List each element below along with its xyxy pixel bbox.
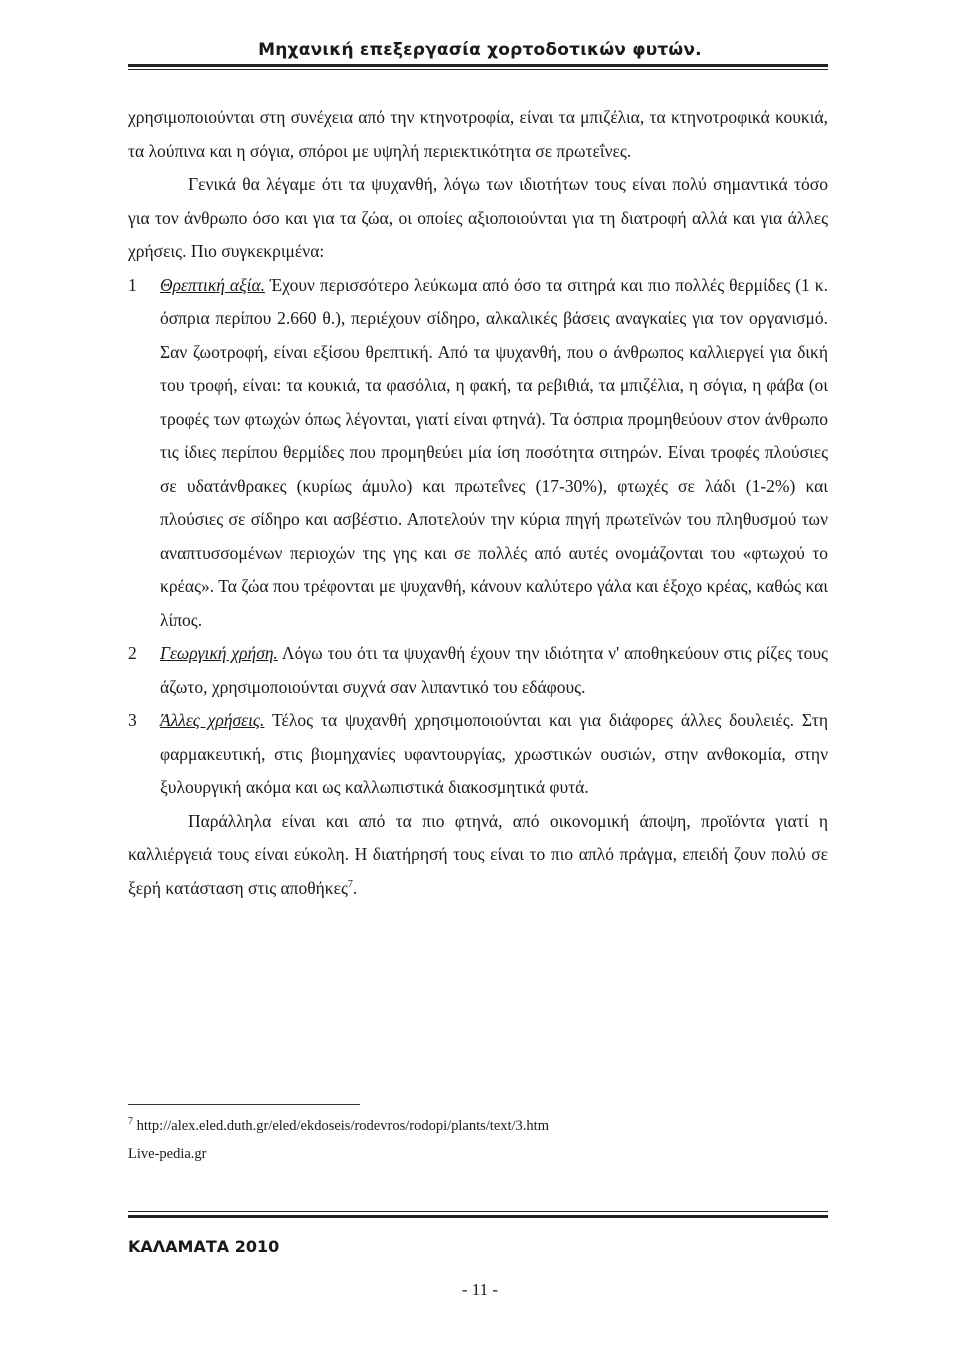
list-item-title: Γεωργική χρήση.: [160, 643, 278, 663]
header-rule-thick: [128, 64, 828, 67]
intro-paragraph-2: Γενικά θα λέγαμε ότι τα ψυχανθή, λόγω των ιδιοτήτων τους είναι πολύ σημαντικά τόσο για τον άνθρωπο όσο και για τα ζώα, οι οποίες αξιοποιούνται για τη διατροφή αλλά και για άλλες χρήσεις. Πιο συγκεκριμένα:: [128, 174, 828, 261]
footnote-separator: [128, 1104, 360, 1105]
footnote: [128, 1112, 828, 1168]
footnote-line: [128, 1112, 828, 1140]
list-item-number: 3: [128, 710, 137, 730]
list-item-number: 2: [128, 643, 137, 663]
page-number: - 11 -: [461, 1280, 499, 1299]
footer-title: ΚΑΛΑΜΑΤΑ 2010: [128, 1237, 280, 1256]
footnote-source: Live-pedia.gr: [128, 1146, 207, 1162]
closing-paragraph: [128, 805, 828, 906]
body-text: [128, 101, 828, 905]
footnote-number: 7: [128, 1116, 133, 1128]
list-item-text: Τέλος τα ψυχανθή χρησιμοποιούνται και για διάφορες άλλες δουλειές. Στη φαρμακευτική, στις βιομηχανίες υφαντουργίας, χρωστικών ουσιών, στην ανθοκομία, στην ξυλουργική ακόμα και ως καλλωπιστικά διακοσμητικά φυτά.: [160, 710, 828, 797]
footnote-reference[interactable]: 7: [347, 878, 353, 890]
closing-text: Παράλληλα είναι και από τα πιο φτηνά, από οικονομική άποψη, προϊόντα γιατί η καλλιέργειά τους είναι εύκολη. Η διατήρησή τους είναι το πιο απλό πράγμα, επειδή ζουν πολύ σε ξερή κατάσταση στις αποθήκες: [128, 810, 828, 898]
footer-rule-thin: [128, 1211, 828, 1212]
page-header-title: Μηχανική επεξεργασία χορτοδοτικών φυτών.: [258, 40, 702, 60]
footer-rule-thick: [128, 1215, 828, 1218]
intro-paragraph-1: χρησιμοποιούνται στη συνέχεια από την κτηνοτροφία, είναι τα μπιζέλια, τα κτηνοτροφικά κουκιά, τα λούπινα και η σόγια, σπόροι με υψηλή περιεκτικότητα σε πρωτεΐνες.: [128, 107, 828, 161]
closing-end: .: [352, 877, 358, 898]
list-item-title: Θρεπτική αξία.: [160, 274, 266, 295]
list-item-text: Λόγω του ότι τα ψυχανθή έχουν την ιδιότητα ν' αποθηκεύουν στις ρίζες τους άζωτο, χρησιμοποιούνται συχνά σαν λιπαντικό του εδάφους.: [160, 643, 828, 697]
list-item-text: Έχουν περισσότερο λεύκωμα από όσο τα σιτηρά και πιο πολλές θερμίδες (1 κ. όσπρια περίπου 2.660 θ.), περιέχουν σίδηρο, αλκαλικές βάσεις αναγκαίες για τον οργανισμό. Σαν ζωοτροφή, είναι εξίσου θρεπτική. Από τα ψυχανθή, που ο άνθρωπος καλλιεργεί για δική του τροφή, είναι: τα κουκιά, τα φασόλια, η φακή, τα ρεβιθιά, τα μπιζέλια, η σόγια, η φάβα (οι τροφές των φτωχών όπως λέγονται, γιατί είναι φτηνά). Τα όσπρια προμηθεύουν στον άνθρωπο τις ίδιες περίπου θερμίδες που προμηθεύει μία ίση ποσότητα σιτηρών. Είναι τροφές πλούσιες σε υδατάνθρακες (κυρίως άμυλο) και πρωτεΐνες (17-30%), φτωχές σε λάδι (1-2%) και πλούσιες σε σίδηρο και ασβέστιο. Αποτελούν την κύρια πηγή πρωτεϊνών του πληθυσμού των αναπτυσσομένων περιοχών της γης και σε πολλές από αυτές ονομάζονται του «φτωχού το κρέας». Τα ζώα που τρέφονται με ψυχανθή, κάνουν καλύτερο γάλα και έξοχο κρέας, καθώς και λίπος.: [160, 274, 829, 630]
list-item: [128, 269, 828, 638]
footnote-url[interactable]: http://alex.eled.duth.gr/eled/ekdoseis/rodevros/rodopi/plants/text/3.htm: [136, 1118, 549, 1134]
list-item: [128, 637, 828, 704]
header-rule-thin: [128, 69, 828, 70]
list-item-title: Άλλες χρήσεις.: [160, 710, 265, 730]
list-item: [128, 704, 828, 805]
list-item-number: 1: [128, 274, 137, 295]
